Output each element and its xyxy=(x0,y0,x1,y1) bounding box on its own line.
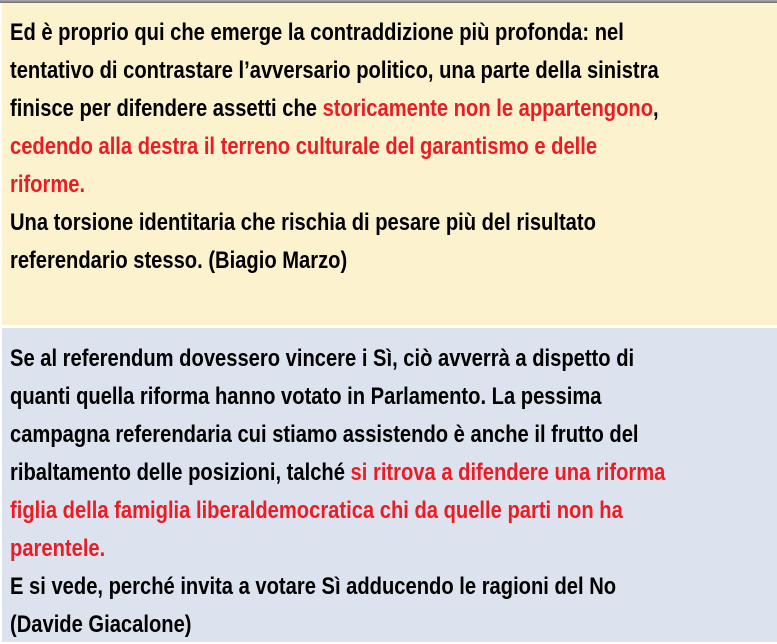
highlighted-text-segment: si ritrova a difendere una riforma xyxy=(350,459,666,486)
text-segment: (Davide Giacalone) xyxy=(10,611,192,638)
text-segment: Se al referendum dovessero vincere i Sì, ciò avverrà a dispetto di xyxy=(10,345,635,372)
text-segment: tentativo di contrastare l’avversario politico, una parte della sinistra xyxy=(10,57,659,84)
text-line xyxy=(10,416,649,454)
text-segment: finisce per difendere assetti che xyxy=(10,95,323,122)
highlighted-text-segment: figlia della famiglia liberaldemocratica chi da quelle parti non ha xyxy=(10,497,623,524)
text-segment: campagna referendaria cui stiamo assistendo è anche il frutto del xyxy=(10,421,639,448)
text-line xyxy=(10,14,649,52)
attribution-line xyxy=(10,242,649,280)
text-segment: Una torsione identitaria che rischia di pesare più del risultato xyxy=(10,209,596,236)
highlighted-text-segment: parentele. xyxy=(10,535,106,562)
quote-block-giacalone xyxy=(2,328,777,642)
text-segment: referendario stesso. (Biagio Marzo) xyxy=(10,247,348,274)
text-line xyxy=(10,454,666,492)
text-line xyxy=(10,204,649,242)
text-line xyxy=(10,340,649,378)
attribution-line xyxy=(10,606,649,644)
text-line xyxy=(10,128,649,166)
text-line xyxy=(10,90,659,128)
text-line xyxy=(10,530,649,568)
text-segment: Ed è proprio qui che emerge la contraddizione più profonda: nel xyxy=(10,19,624,46)
text-segment: ribaltamento delle posizioni, talché xyxy=(10,459,351,486)
text-segment: E si vede, perché invita a votare Sì adducendo le ragioni del No xyxy=(10,573,617,600)
text-line xyxy=(10,378,649,416)
text-line xyxy=(10,166,649,204)
text-line xyxy=(10,568,649,606)
text-segment: , xyxy=(653,95,659,122)
highlighted-text-segment: storicamente non le appartengono xyxy=(322,95,654,122)
highlighted-text-segment: cedendo alla destra il terreno culturale del garantismo e delle xyxy=(10,133,598,160)
text-line xyxy=(10,52,659,90)
text-line xyxy=(10,492,649,530)
quote-block-marzo xyxy=(2,3,777,325)
text-segment: quanti quella riforma hanno votato in Parlamento. La pessima xyxy=(10,383,602,410)
highlighted-text-segment: riforme. xyxy=(10,171,86,198)
